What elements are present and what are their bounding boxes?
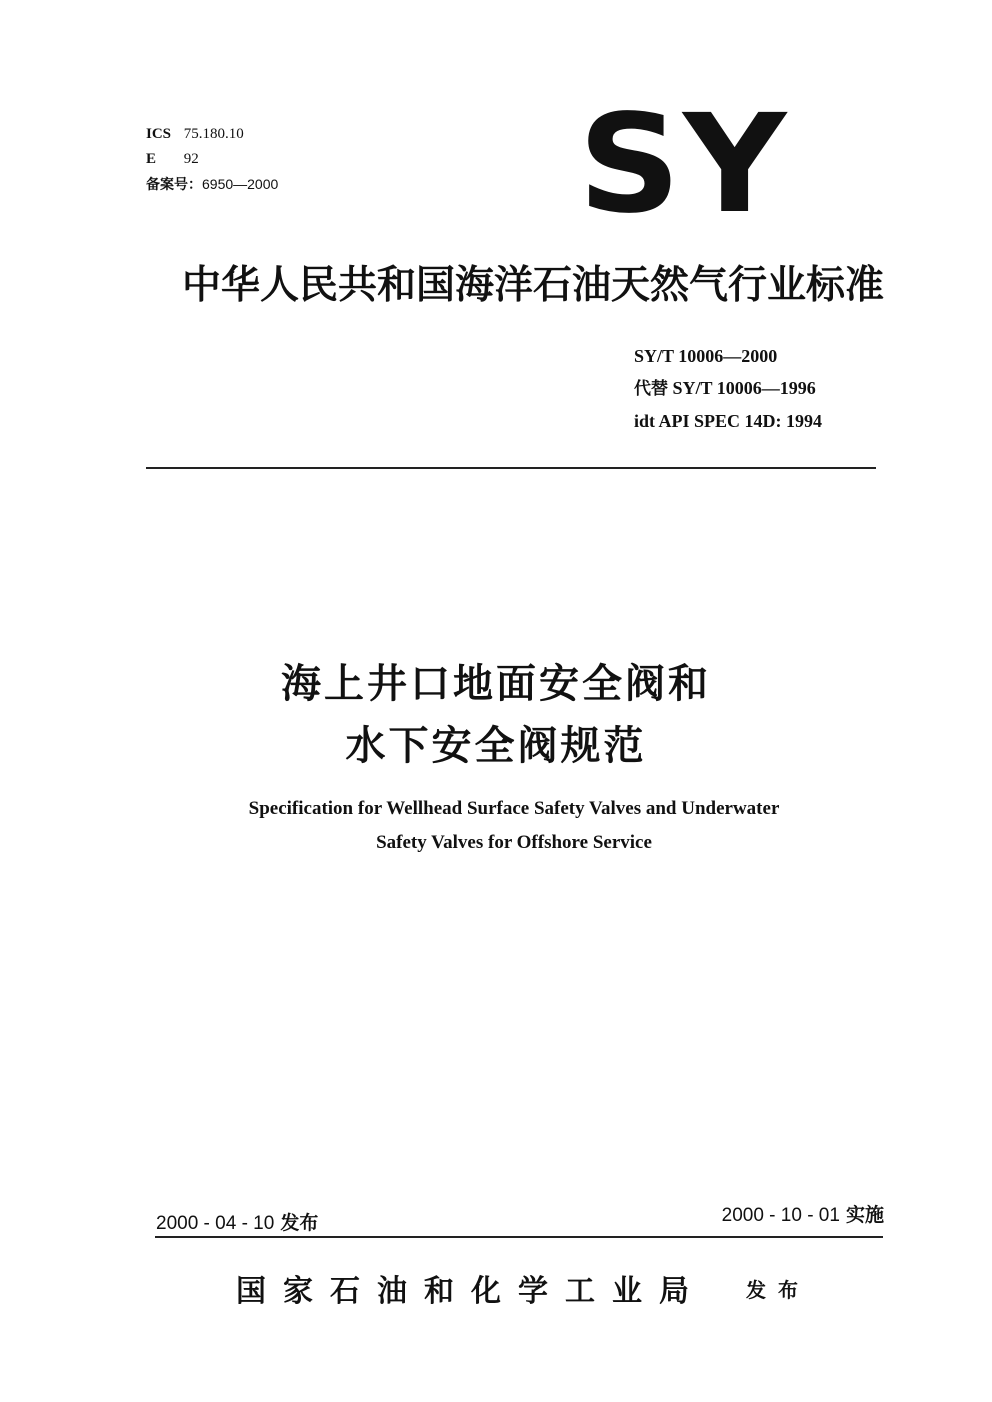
sy-logo: SY	[578, 86, 789, 244]
identical-line	[634, 405, 822, 437]
replaces-code: SY/T 10006—1996	[672, 378, 816, 398]
class-value: 92	[183, 151, 199, 167]
class-line	[146, 147, 278, 172]
title-zh-line1: 海上井口地面安全阀和	[281, 661, 711, 707]
issue-date-block	[156, 1208, 318, 1235]
identical-text: idt API SPEC 14D: 1994	[634, 411, 823, 431]
class-label: E	[146, 151, 157, 167]
filing-label: 备案号：	[146, 177, 202, 193]
top-divider	[146, 467, 876, 469]
issue-date: 2000 - 04 - 10	[156, 1213, 275, 1234]
filing-value: 6950—2000	[202, 176, 279, 192]
standard-number	[634, 340, 822, 372]
replaces-prefix: 代替	[634, 379, 668, 399]
replaces-line	[634, 372, 822, 405]
ics-value: 75.180.10	[183, 126, 244, 142]
standard-codes	[634, 340, 822, 437]
implementation-date-block	[722, 1200, 884, 1227]
standard-title: 中华人民共和国海洋石油天然气行业标准	[182, 262, 885, 308]
filing-line	[146, 172, 278, 198]
title-zh-line2: 水下安全阀规范	[345, 723, 647, 769]
ics-line	[146, 122, 278, 147]
publisher-name: 国家石油和化学工业局	[236, 1274, 706, 1309]
issue-word: 发布	[280, 1212, 319, 1234]
standard-number-text: SY/T 10006—2000	[634, 346, 778, 366]
publisher-suffix: 发布	[746, 1278, 810, 1302]
implementation-word: 实施	[845, 1204, 884, 1226]
bottom-divider	[155, 1236, 883, 1238]
title-en-line1: Specification for Wellhead Surface Safety Valves and Underwater	[248, 798, 780, 819]
ics-label: ICS	[146, 126, 172, 142]
title-en-line2: Safety Valves for Offshore Service	[376, 832, 652, 853]
implementation-date: 2000 - 10 - 01	[721, 1205, 840, 1226]
classification-block	[146, 122, 278, 198]
